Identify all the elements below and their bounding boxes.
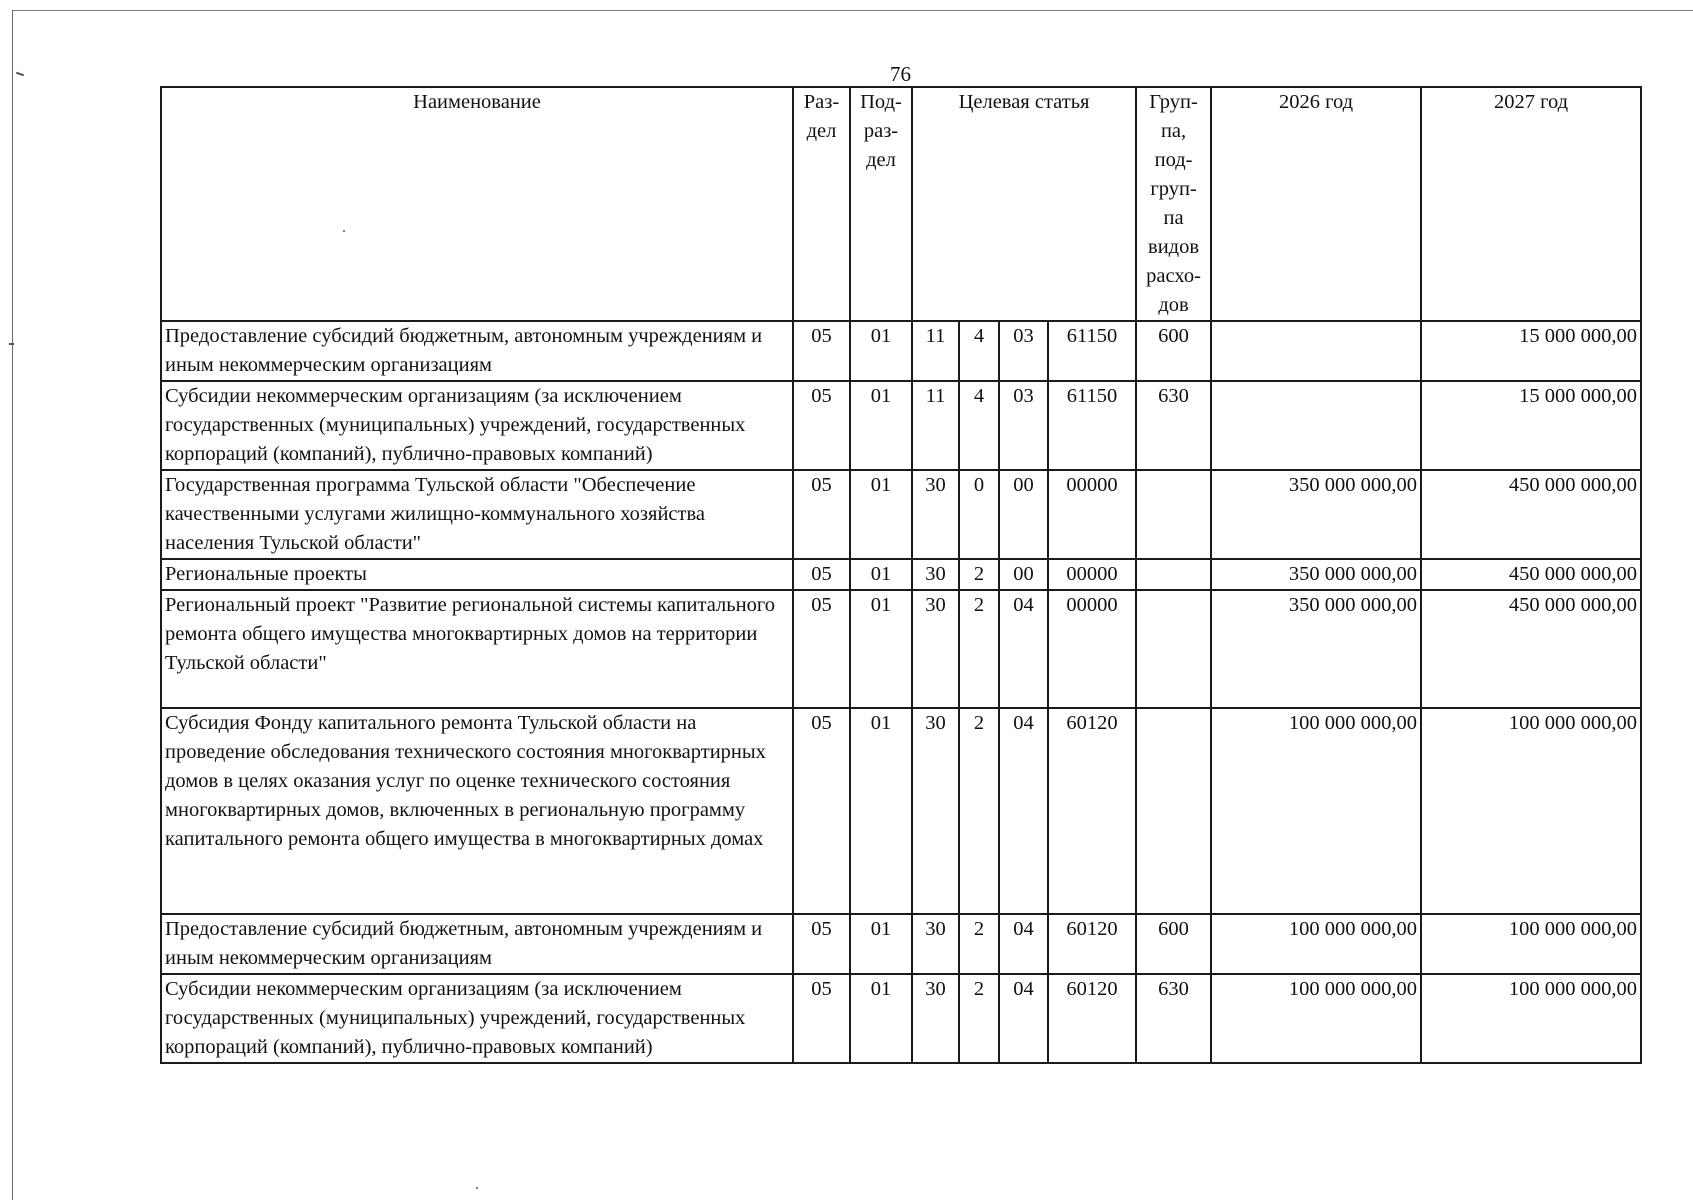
page-edge-left (12, 10, 13, 1200)
row-podrazdel: 01 (850, 974, 912, 1063)
table-row (161, 974, 1641, 1063)
row-name: Предоставление субсидий бюджетным, автономным учреждениям и иным некоммерческим организациям (161, 321, 793, 381)
table-row (161, 708, 1641, 914)
row-target-program: 30 (912, 914, 959, 974)
header-2027: 2027 год (1421, 87, 1641, 321)
row-name: Субсидии некоммерческим организациям (за исключением государственных (муниципальных) учреждений, государственных корпораций (компаний), публично-правовых компаний) (161, 381, 793, 470)
row-amount-2026: 100 000 000,00 (1211, 974, 1421, 1063)
page-edge-top (12, 10, 1693, 11)
row-amount-2027: 15 000 000,00 (1421, 321, 1641, 381)
table-row (161, 381, 1641, 470)
row-target-program: 30 (912, 974, 959, 1063)
table-row (161, 559, 1641, 590)
row-amount-2027: 100 000 000,00 (1421, 914, 1641, 974)
row-expense-group (1136, 559, 1211, 590)
header-razdel: Раз- дел (793, 87, 850, 321)
row-target-direction: 60120 (1048, 914, 1136, 974)
row-target-element: 04 (999, 708, 1048, 914)
row-name: Региональные проекты (161, 559, 793, 590)
row-name: Предоставление субсидий бюджетным, автономным учреждениям и иным некоммерческим организациям (161, 914, 793, 974)
row-amount-2026: 100 000 000,00 (1211, 914, 1421, 974)
row-target-element: 04 (999, 590, 1048, 708)
header-2026: 2026 год (1211, 87, 1421, 321)
row-podrazdel: 01 (850, 321, 912, 381)
row-target-element: 00 (999, 559, 1048, 590)
table-row (161, 470, 1641, 559)
row-target-program: 11 (912, 321, 959, 381)
row-target-element: 04 (999, 974, 1048, 1063)
row-target-type: 4 (959, 381, 999, 470)
row-target-type: 4 (959, 321, 999, 381)
row-target-element: 04 (999, 914, 1048, 974)
table-row (161, 321, 1641, 381)
row-amount-2027: 450 000 000,00 (1421, 590, 1641, 708)
row-target-program: 30 (912, 559, 959, 590)
row-target-direction: 60120 (1048, 974, 1136, 1063)
row-amount-2026: 350 000 000,00 (1211, 470, 1421, 559)
row-name: Субсидии некоммерческим организациям (за исключением государственных (муниципальных) учреждений, государственных корпораций (компаний), публично-правовых компаний) (161, 974, 793, 1063)
row-podrazdel: 01 (850, 708, 912, 914)
row-expense-group: 630 (1136, 381, 1211, 470)
page-number: 76 (890, 62, 911, 86)
row-expense-group (1136, 470, 1211, 559)
row-target-direction: 60120 (1048, 708, 1136, 914)
budget-table (160, 86, 1642, 1064)
row-target-program: 30 (912, 708, 959, 914)
row-target-direction: 61150 (1048, 321, 1136, 381)
row-expense-group: 600 (1136, 321, 1211, 381)
row-target-type: 2 (959, 914, 999, 974)
row-razdel: 05 (793, 321, 850, 381)
row-amount-2027: 15 000 000,00 (1421, 381, 1641, 470)
row-name: Региональный проект "Развитие региональной системы капитального ремонта общего имущества многоквартирных домов на территории Тульской области" (161, 590, 793, 708)
row-expense-group (1136, 708, 1211, 914)
row-expense-group: 630 (1136, 974, 1211, 1063)
row-razdel: 05 (793, 381, 850, 470)
row-podrazdel: 01 (850, 381, 912, 470)
row-name: Государственная программа Тульской области "Обеспечение качественными услугами жилищно-коммунального хозяйства населения Тульской области" (161, 470, 793, 559)
row-razdel: 05 (793, 914, 850, 974)
row-amount-2027: 100 000 000,00 (1421, 974, 1641, 1063)
row-target-type: 2 (959, 974, 999, 1063)
table-row (161, 590, 1641, 708)
row-target-program: 11 (912, 381, 959, 470)
row-target-direction: 00000 (1048, 590, 1136, 708)
row-target-direction: 00000 (1048, 470, 1136, 559)
row-amount-2027: 450 000 000,00 (1421, 559, 1641, 590)
row-expense-group: 600 (1136, 914, 1211, 974)
row-podrazdel: 01 (850, 914, 912, 974)
row-razdel: 05 (793, 470, 850, 559)
row-target-element: 03 (999, 321, 1048, 381)
row-amount-2026: 350 000 000,00 (1211, 590, 1421, 708)
row-target-type: 2 (959, 708, 999, 914)
row-amount-2026 (1211, 381, 1421, 470)
row-podrazdel: 01 (850, 470, 912, 559)
row-amount-2027: 100 000 000,00 (1421, 708, 1641, 914)
row-razdel: 05 (793, 708, 850, 914)
header-expense-group: Груп- па, под- груп- па видов расхо- дов (1136, 87, 1211, 321)
header-name: Наименование (161, 87, 793, 321)
table-row (161, 914, 1641, 974)
header-podrazdel: Под- раз- дел (850, 87, 912, 321)
row-razdel: 05 (793, 559, 850, 590)
row-target-direction: 61150 (1048, 381, 1136, 470)
scan-mark (16, 72, 24, 77)
row-amount-2026 (1211, 321, 1421, 381)
row-amount-2026: 100 000 000,00 (1211, 708, 1421, 914)
scan-mark (9, 343, 14, 345)
row-razdel: 05 (793, 974, 850, 1063)
row-target-type: 2 (959, 559, 999, 590)
scan-speck (476, 1187, 478, 1189)
row-target-program: 30 (912, 590, 959, 708)
header-target-article: Целевая статья (912, 87, 1136, 321)
row-amount-2026: 350 000 000,00 (1211, 559, 1421, 590)
row-name: Субсидия Фонду капитального ремонта Тульской области на проведение обследования технического состояния многоквартирных домов в целях оказания услуг по оценке технического состояния многоквартирных домов, включенных в региональную программу капитального ремонта общего имущества в многоквартирных домах (161, 708, 793, 914)
table-header-row (161, 87, 1641, 321)
row-expense-group (1136, 590, 1211, 708)
row-target-element: 03 (999, 381, 1048, 470)
row-podrazdel: 01 (850, 590, 912, 708)
row-target-element: 00 (999, 470, 1048, 559)
row-target-type: 0 (959, 470, 999, 559)
row-target-program: 30 (912, 470, 959, 559)
row-razdel: 05 (793, 590, 850, 708)
row-amount-2027: 450 000 000,00 (1421, 470, 1641, 559)
row-podrazdel: 01 (850, 559, 912, 590)
row-target-type: 2 (959, 590, 999, 708)
row-target-direction: 00000 (1048, 559, 1136, 590)
